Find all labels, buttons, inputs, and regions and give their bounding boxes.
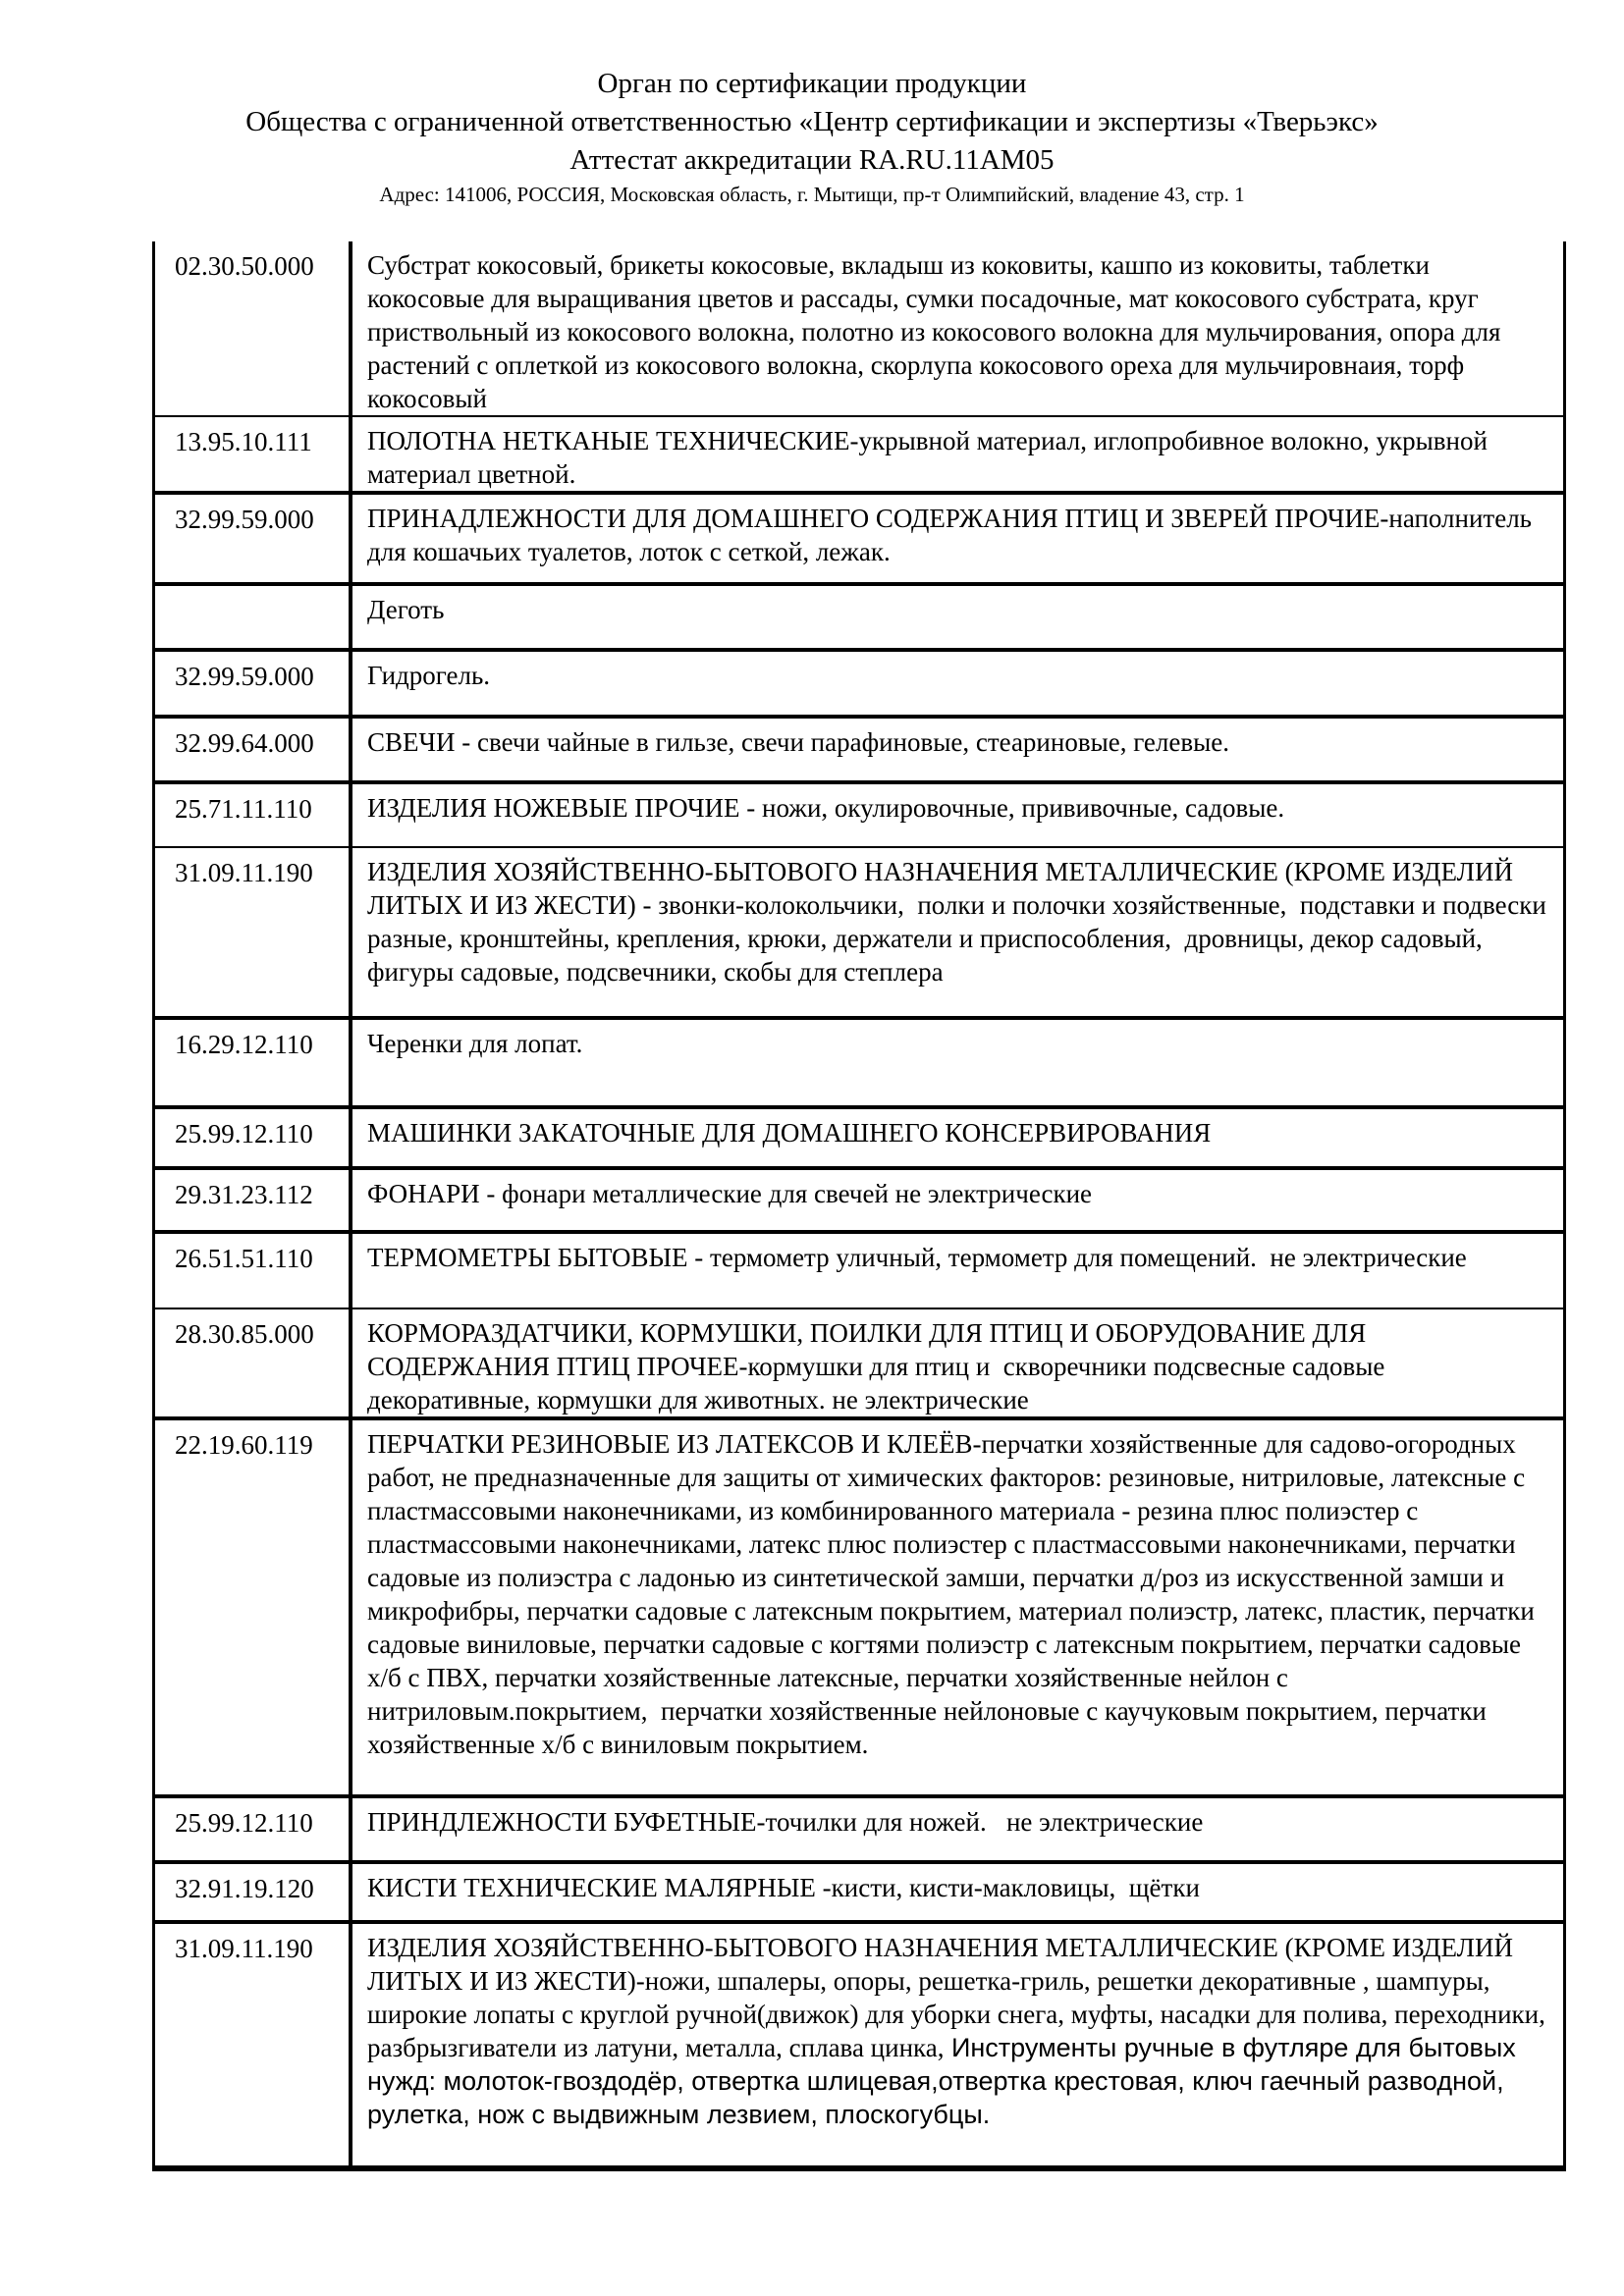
row-description-text: ФОНАРИ - фонари металлические для свечей не электрические: [367, 1179, 1093, 1208]
org-title-line-2: Общества с ограниченной ответственностью «Центр сертификации и экспертизы «Тверьэкс»: [245, 106, 1379, 137]
row-description-text: ИЗДЕЛИЯ ХОЗЯЙСТВЕННО-БЫТОВОГО НАЗНАЧЕНИЯ МЕТАЛЛИЧЕСКИЕ (КРОМЕ ИЗДЕЛИЙ ЛИТЫХ И ИЗ ЖЕСТИ) - звонки-колокольчики, полки и полочки хозяйственные, подставки и подвески разные, кронштейны, крепления, крюки, держатели и приспособления, дровницы, декор садовый, фигуры садовые, подсвечники, скобы для степлера: [367, 857, 1553, 987]
table-row: [155, 1924, 1566, 2171]
address-line: Адрес: 141006, РОССИЯ, Московская область, г. Мытищи, пр-т Олимпийский, владение 43, стр. 1: [379, 183, 1245, 206]
row-code: 25.71.11.110: [175, 794, 312, 824]
table-row: [155, 1798, 1566, 1864]
row-description-text: Гидрогель.: [367, 661, 491, 690]
row-description: [349, 1234, 1563, 1308]
row-description-text: Деготь: [367, 595, 445, 624]
row-description: [349, 586, 1563, 648]
table-row: [155, 719, 1566, 784]
row-description-text: КИСТИ ТЕХНИЧЕСКИЕ МАЛЯРНЫЕ -кисти, кисти-макловицы, щётки: [367, 1873, 1200, 1902]
table-row: [155, 652, 1566, 719]
row-description: [349, 1109, 1563, 1166]
row-code: 25.99.12.110: [175, 1808, 313, 1838]
accreditation-line: Аттестат аккредитации RA.RU.11АМ05: [569, 144, 1055, 176]
row-code: 22.19.60.119: [175, 1430, 313, 1460]
table-row: [155, 495, 1566, 586]
row-description-text: Субстрат кокосовый, брикеты кокосовые, вкладыш из коковиты, кашпо из коковиты, таблетки кокосовые для выращивания цветов и рассады, сумки посадочные, мат кокосового субстрата, круг приствольный из кокосового волокна, полотно из кокосового волокна для мульчирования, опора для растений с оплеткой из кокосового волокна, скорлупа кокосового ореха для мульчировнаия, торф кокосовый: [367, 250, 1508, 413]
row-code: 02.30.50.000: [175, 251, 314, 281]
row-code: 26.51.51.110: [175, 1244, 313, 1273]
table-row: [155, 1020, 1566, 1109]
document-header: [0, 0, 1624, 210]
products-table: [152, 241, 1566, 2171]
table-row: [155, 1109, 1566, 1170]
row-code: 13.95.10.111: [175, 427, 312, 456]
row-description: [349, 417, 1563, 491]
row-description-text: Черенки для лопат.: [367, 1029, 583, 1058]
row-description-text: ТЕРМОМЕТРЫ БЫТОВЫЕ - термометр уличный, термометр для помещений. не электрические: [367, 1243, 1467, 1272]
row-code: 29.31.23.112: [175, 1180, 313, 1209]
row-code: [155, 586, 349, 648]
row-description: [349, 848, 1563, 1016]
row-code: 31.09.11.190: [175, 1934, 313, 1963]
row-description-text: СВЕЧИ - свечи чайные в гильзе, свечи парафиновые, стеариновые, гелевые.: [367, 727, 1229, 757]
table-row: [155, 586, 1566, 652]
table-row: [155, 1309, 1566, 1420]
table-row: [155, 1234, 1566, 1309]
table-row: [155, 784, 1566, 848]
row-description: [349, 1420, 1563, 1794]
table-row: [155, 417, 1566, 495]
row-code: 32.99.59.000: [175, 505, 314, 534]
row-description: [349, 652, 1563, 715]
row-description-text: МАШИНКИ ЗАКАТОЧНЫЕ ДЛЯ ДОМАШНЕГО КОНСЕРВИРОВАНИЯ: [367, 1118, 1212, 1148]
row-description: [349, 1020, 1563, 1105]
row-description-text: ПРИНАДЛЕЖНОСТИ ДЛЯ ДОМАШНЕГО СОДЕРЖАНИЯ ПТИЦ И ЗВЕРЕЙ ПРОЧИЕ-наполнитель для кошачьих туалетов, лоток с сеткой, лежак.: [367, 504, 1539, 566]
row-description-text: ПЕРЧАТКИ РЕЗИНОВЫЕ ИЗ ЛАТЕКСОВ И КЛЕЁВ-перчатки хозяйственные для садово-огородных работ, не предназначенные для защиты от химических факторов: резиновые, нитриловые, латексные с пластмассовыми наконечниками, из комбинированного материала - резина плюс полиэстер с пластмассовыми наконечниками, латекс плюс полиэстер с пластмассовыми наконечниками, перчатки садовые из полиэстра с ладонью из синтетической замши, перчатки д/роз из искусственной замши и микрофибры, перчатки садовые с латексным покрытием, материал полиэстр, латекс, пластик, перчатки садовые виниловые, перчатки садовые с когтями полиэстр с латексным покрытием, перчатки садовые х/б с ПВХ, перчатки хозяйственные латексные, перчатки хозяйственные нейлон с нитриловым.покрытием, перчатки хозяйственные нейлоновые с каучуковым покрытием, перчатки хозяйственные х/б с виниловым покрытием.: [367, 1429, 1542, 1759]
row-code: 32.99.64.000: [175, 728, 314, 758]
row-code: 32.99.59.000: [175, 662, 314, 691]
row-code: 28.30.85.000: [175, 1319, 314, 1349]
row-description: [349, 1798, 1563, 1860]
row-description: [349, 1924, 1563, 2165]
org-title-line-1: Орган по сертификации продукции: [597, 68, 1027, 99]
table-row: [155, 1420, 1566, 1798]
table-row: [155, 1170, 1566, 1234]
row-description: [349, 241, 1563, 415]
row-code: 25.99.12.110: [175, 1119, 313, 1148]
row-code: 16.29.12.110: [175, 1030, 313, 1059]
row-description: [349, 784, 1563, 846]
row-description-text: КОРМОРАЗДАТЧИКИ, КОРМУШКИ, ПОИЛКИ ДЛЯ ПТИЦ И ОБОРУДОВАНИЕ ДЛЯ СОДЕРЖАНИЯ ПТИЦ ПРОЧЕЕ-кормушки для птиц и скворечники подсвесные садовые декоративные, кормушки для животных. не электрические: [367, 1318, 1392, 1415]
row-description: [349, 719, 1563, 780]
row-description: [349, 1309, 1563, 1416]
table-row: [155, 241, 1566, 417]
row-code: 31.09.11.190: [175, 858, 313, 887]
row-description-text-sans: Инструменты ручные в футляре для бытовых нужд: молоток-гвоздодёр, отвертка шлицевая,отвертка крестовая, ключ гаечный разводной, рулетка, нож с выдвижным лезвием, плоскогубцы.: [367, 2033, 1524, 2129]
row-description: [349, 495, 1563, 582]
row-description-text: ИЗДЕЛИЯ НОЖЕВЫЕ ПРОЧИЕ - ножи, окулировочные, прививочные, садовые.: [367, 793, 1285, 823]
row-description-text: ПРИНДЛЕЖНОСТИ БУФЕТНЫЕ-точилки для ножей. не электрические: [367, 1807, 1204, 1837]
row-description: [349, 1864, 1563, 1920]
row-description: [349, 1170, 1563, 1230]
row-description-text: ИЗДЕЛИЯ ХОЗЯЙСТВЕННО-БЫТОВОГО НАЗНАЧЕНИЯ МЕТАЛЛИЧЕСКИЕ (КРОМЕ ИЗДЕЛИЙ ЛИТЫХ И ИЗ ЖЕСТИ)-ножи, шпалеры, опоры, решетка-гриль, решетки декоративные , шампуры, широкие лопаты с круглой ручной(движок) для уборки снега, муфты, насадки для полива, переходники, разбрызгиватели из латуни, металла, сплава цинка,: [367, 1933, 1552, 2062]
table-row: [155, 848, 1566, 1020]
row-code: 32.91.19.120: [175, 1874, 314, 1903]
table-row: [155, 1864, 1566, 1924]
row-description-text: ПОЛОТНА НЕТКАНЫЕ ТЕХНИЧЕСКИЕ-укрывной материал, иглопробивное волокно, укрывной материал цветной.: [367, 426, 1494, 489]
